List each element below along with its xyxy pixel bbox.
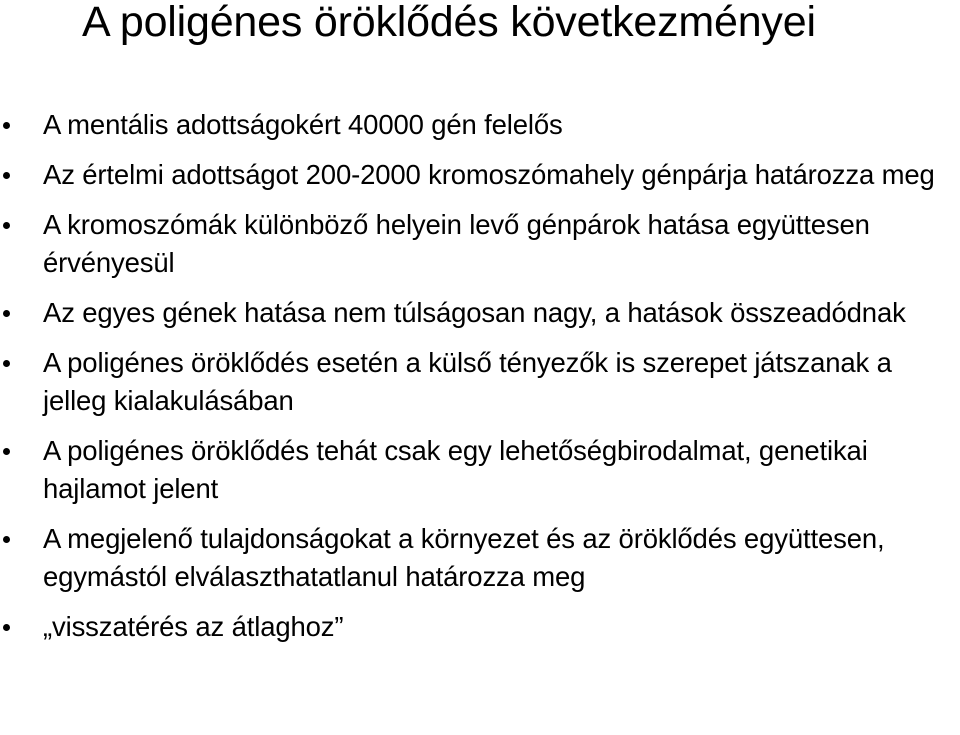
bullet-item bbox=[0, 432, 950, 508]
bullet-icon bbox=[3, 222, 10, 229]
bullet-text: A kromoszómák különböző helyein levő génpárok hatása együttesen érvényesül bbox=[43, 209, 870, 278]
bullet-item bbox=[0, 106, 950, 144]
bullet-text: A poligénes öröklődés esetén a külső tényezők is szerepet játszanak a jelleg kialakulásában bbox=[43, 347, 892, 416]
bullet-icon bbox=[3, 172, 10, 179]
bullet-item bbox=[0, 206, 950, 282]
bullet-item bbox=[0, 294, 950, 332]
bullet-item bbox=[0, 156, 950, 194]
bullet-item bbox=[0, 608, 950, 646]
bullet-text: A megjelenő tulajdonságokat a környezet és az öröklődés együttesen, egymástól elválaszthatatlanul határozza meg bbox=[43, 523, 885, 592]
slide-title: A poligénes öröklődés következményei bbox=[82, 0, 816, 46]
bullet-icon bbox=[3, 310, 10, 317]
bullet-text: Az egyes gének hatása nem túlságosan nagy, a hatások összeadódnak bbox=[43, 297, 906, 328]
bullet-item bbox=[0, 344, 950, 420]
bullet-icon bbox=[3, 536, 10, 543]
bullet-text: „visszatérés az átlaghoz” bbox=[43, 611, 344, 642]
bullet-list bbox=[0, 106, 950, 658]
bullet-icon bbox=[3, 360, 10, 367]
bullet-item bbox=[0, 520, 950, 596]
bullet-icon bbox=[3, 624, 10, 631]
bullet-text: A mentális adottságokért 40000 gén felelős bbox=[43, 109, 563, 140]
bullet-icon bbox=[3, 122, 10, 129]
bullet-text: A poligénes öröklődés tehát csak egy lehetőségbirodalmat, genetikai hajlamot jelent bbox=[43, 435, 868, 504]
bullet-text: Az értelmi adottságot 200-2000 kromoszómahely génpárja határozza meg bbox=[43, 159, 935, 190]
bullet-icon bbox=[3, 448, 10, 455]
